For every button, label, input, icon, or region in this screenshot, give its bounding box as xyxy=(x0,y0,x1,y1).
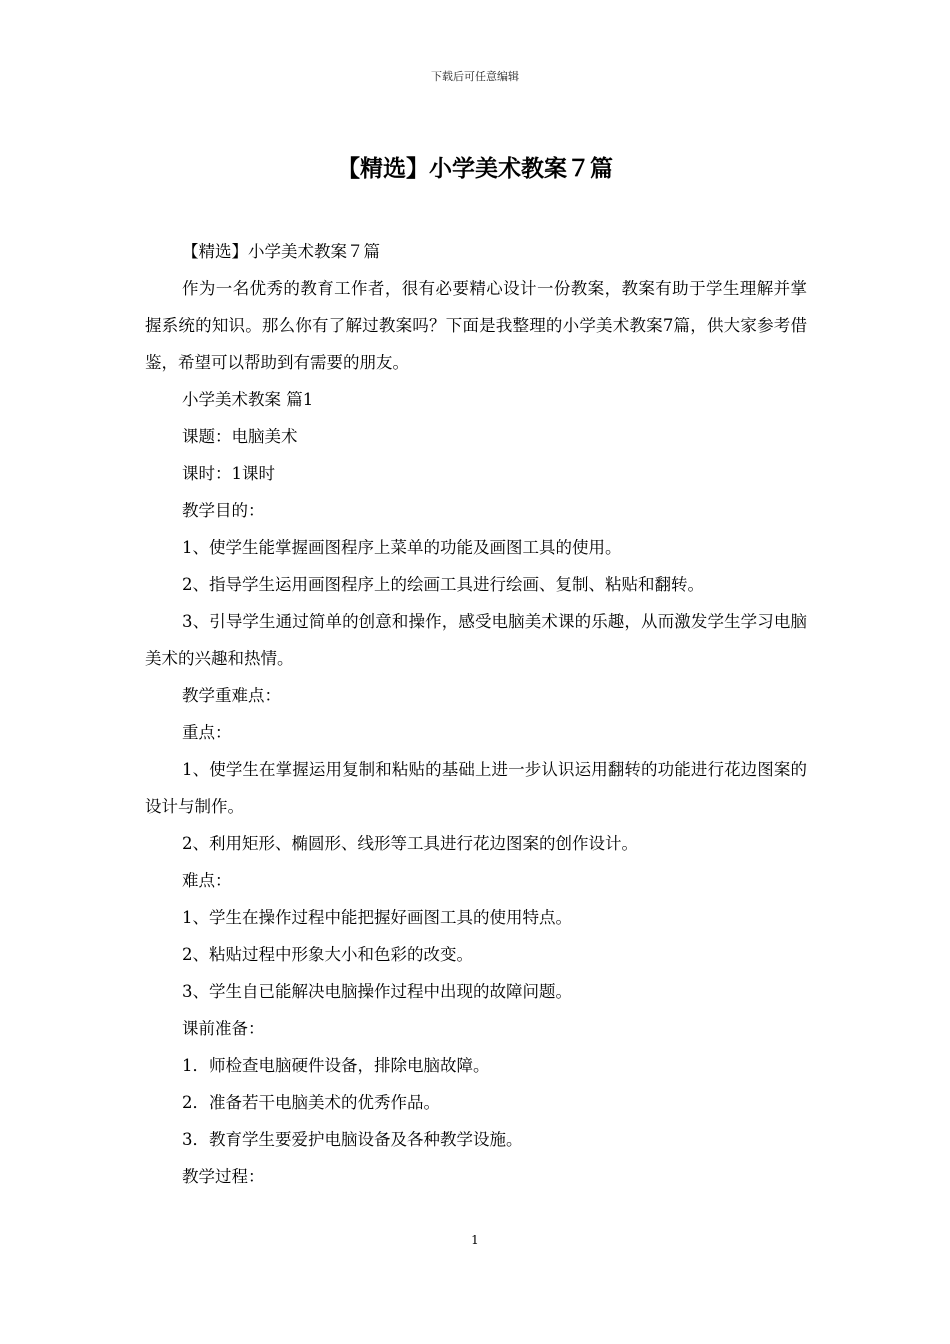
document-body xyxy=(145,233,807,1195)
header-note: 下载后可任意编辑 xyxy=(431,70,519,83)
paragraph: 2、利用矩形、椭圆形、线形等工具进行花边图案的创作设计。 xyxy=(182,834,638,853)
paragraph: 1、使学生在掌握运用复制和粘贴的基础上进一步认识运用翻转的功能进行花边图案的设计与制作。 xyxy=(145,760,807,816)
paragraph: 1、使学生能掌握画图程序上菜单的功能及画图工具的使用。 xyxy=(182,538,622,557)
paragraph: 教学重难点： xyxy=(182,686,281,705)
document-title: 【精选】小学美术教案７篇 xyxy=(337,156,613,182)
paragraph: 3、学生自已能解决电脑操作过程中出现的故障问题。 xyxy=(182,982,572,1001)
paragraph: 3、引导学生通过简单的创意和操作，感受电脑美术课的乐趣，从而激发学生学习电脑美术的兴趣和热情。 xyxy=(145,612,807,668)
paragraph: 2．准备若干电脑美术的优秀作品。 xyxy=(182,1093,440,1112)
paragraph: 2、指导学生运用画图程序上的绘画工具进行绘画、复制、粘贴和翻转。 xyxy=(182,575,704,594)
paragraph: 1．师检查电脑硬件设备，排除电脑故障。 xyxy=(182,1056,490,1075)
paragraph: 教学过程： xyxy=(182,1167,265,1186)
paragraph: 重点： xyxy=(182,723,232,742)
paragraph: 课时：1课时 xyxy=(182,464,275,483)
paragraph: 作为一名优秀的教育工作者，很有必要精心设计一份教案，教案有助于学生理解并掌握系统的知识。那么你有了解过教案吗？下面是我整理的小学美术教案7篇，供大家参考借鉴，希望可以帮助到有需要的朋友。 xyxy=(145,279,807,372)
paragraph: 1、学生在操作过程中能把握好画图工具的使用特点。 xyxy=(182,908,572,927)
paragraph: 课前准备： xyxy=(182,1019,265,1038)
paragraph: 2、粘贴过程中形象大小和色彩的改变。 xyxy=(182,945,473,964)
paragraph: 课题：电脑美术 xyxy=(182,427,298,446)
paragraph: 教学目的： xyxy=(182,501,265,520)
page-number: 1 xyxy=(471,1233,479,1247)
paragraph: 小学美术教案 篇1 xyxy=(182,390,314,409)
paragraph: 3．教育学生要爱护电脑设备及各种教学设施。 xyxy=(182,1130,523,1149)
paragraph: 【精选】小学美术教案７篇 xyxy=(182,242,380,261)
paragraph: 难点： xyxy=(182,871,232,890)
